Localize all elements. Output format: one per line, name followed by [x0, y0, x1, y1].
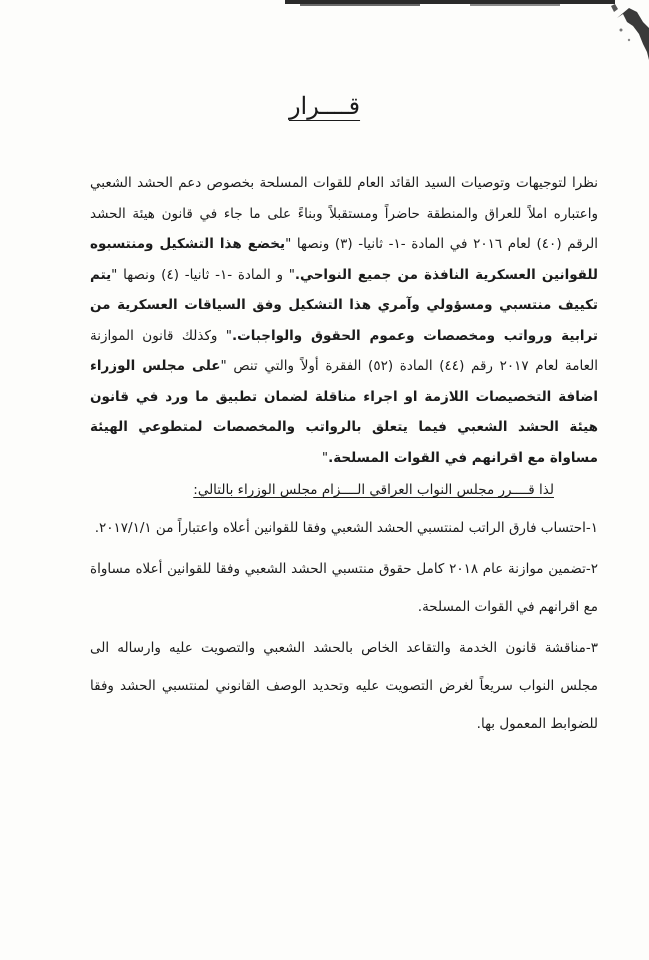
quoted-article-2: يتم تكييف منتسبي ومسؤولي وآمري هذا التشكيل وفق السياقات العسكرية من ترابية ورواتب ومخصصات وعموم الحقوق والواجبات. — [90, 266, 598, 344]
scan-corner-artifact — [609, 0, 649, 60]
item-text: احتساب فارق الراتب لمنتسبي الحشد الشعبي وفقا للقوانين أعلاه واعتباراً من ٢٠١٧/١/١. — [94, 519, 586, 536]
decision-item-1 — [90, 509, 598, 547]
item-text: تضمين موازنة عام ٢٠١٨ كامل حقوق منتسبي الحشد الشعبي وفقا للقوانين أعلاه مساواة مع اقرانهم في القوات المسلحة. — [90, 560, 598, 615]
item-text: مناقشة قانون الخدمة والتقاعد الخاص بالحشد الشعبي والتصويت عليه وارساله الى مجلس النواب سريعاً لغرض التصويت عليه وتحديد الوصف القانوني لمنتسبي الحشد وفقا للضوابط المعمول بها. — [90, 639, 598, 732]
scan-edge-artifact — [0, 0, 649, 10]
item-number: ١- — [585, 519, 598, 536]
quoted-article-3: على مجلس الوزراء اضافة التخصيصات اللازمة او اجراء مناقلة لضمان تطبيق ما ورد في قانون هيئة الحشد الشعبي فيما يتعلق بالرواتب والمخصصات لمتطوعي الهيئة مساواة مع اقرانهم في القوات المسلحة. — [90, 358, 598, 466]
decision-item-2 — [90, 550, 598, 626]
document-title: قــــرار — [288, 92, 361, 120]
item-number: ٢- — [585, 560, 598, 577]
document-body — [90, 168, 598, 743]
quoted-article-1: يخضع هذا التشكيل ومنتسبوه للقوانين العسكرية النافذة من جميع النواحي. — [90, 236, 598, 283]
decision-lead: لذا قــــرر مجلس النواب العراقي الــــزام مجلس الوزراء بالتالي: — [193, 482, 554, 498]
item-number: ٣- — [585, 639, 598, 656]
preamble-paragraph: نظرا لتوجيهات وتوصيات السيد القائد العام للقوات المسلحة بخصوص دعم الحشد الشعبي واعتباره املاً للعراق والمنطقة حاضراً ومستقبلاً وبناءً على ما جاء في قانون هيئة الحشد الرقم (٤٠) لعام ٢٠١٦ في المادة -١- ثانيا- (٣) ونصها "يخضع هذا التشكيل ومنتسبوه للقوانين العسكرية النافذة من جميع النواحي." و المادة -١- ثانيا- (٤) ونصها "يتم تكييف منتسبي ومسؤولي وآمري هذا التشكيل وفق السياقات العسكرية من ترابية ورواتب ومخصصات وعموم الحقوق والواجبات." وكذلك قانون الموازنة العامة لعام ٢٠١٧ رقم (٤٤) المادة (٥٢) الفقرة أولاً والتي تنص "على مجلس الوزراء اضافة التخصيصات اللازمة او اجراء مناقلة لضمان تطبيق ما ورد في قانون هيئة الحشد الشعبي فيما يتعلق بالرواتب والمخصصات لمتطوعي الهيئة مساواة مع اقرانهم في القوات المسلحة." — [90, 175, 598, 466]
decision-item-3 — [90, 629, 598, 743]
